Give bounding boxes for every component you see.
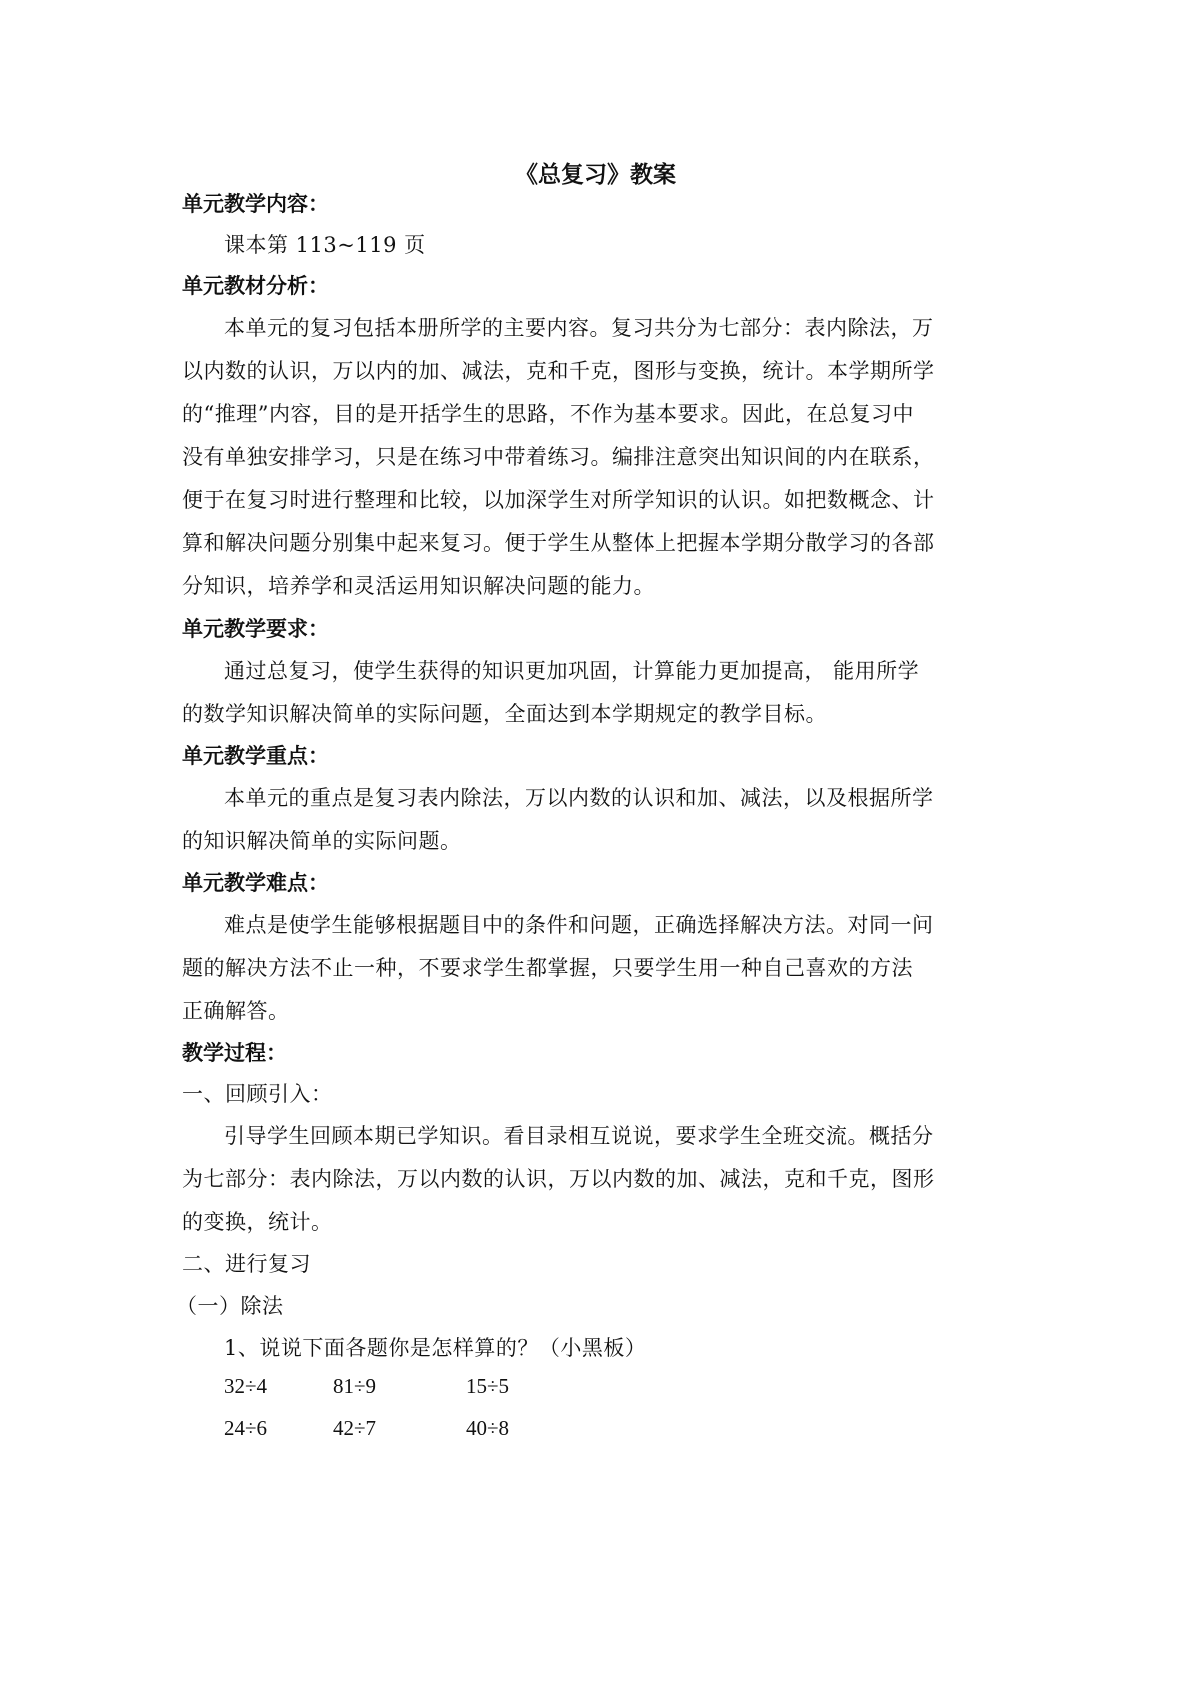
step-heading: 二、进行复习 — [182, 1252, 311, 1276]
calc-item: 42÷7 — [333, 1416, 377, 1440]
heading-process: 教学过程： — [182, 1041, 287, 1065]
paragraph-line: 没有单独安排学习，只是在练习中带着练习。编排注意突出知识间的内在联系， — [182, 445, 935, 469]
paragraph-line: 引导学生回顾本期已学知识。看目录相互说说，要求学生全班交流。概括分 — [224, 1124, 934, 1148]
heading-requirements: 单元教学要求： — [182, 617, 329, 641]
heading-content: 单元教学内容： — [182, 192, 329, 216]
paragraph-line: 本单元的复习包括本册所学的主要内容。复习共分为七部分：表内除法，万 — [224, 316, 934, 340]
calc-item: 15÷5 — [466, 1374, 510, 1398]
paragraph-line: 通过总复习，使学生获得的知识更加巩固，计算能力更加提高， 能用所学 — [224, 659, 920, 683]
heading-difficulties: 单元教学难点： — [182, 871, 329, 895]
calc-item: 40÷8 — [466, 1416, 510, 1440]
heading-key-points: 单元教学重点： — [182, 744, 329, 768]
paragraph-line: 的“推理”内容，目的是开括学生的思路，不作为基本要求。因此，在总复习中 — [182, 402, 914, 426]
paragraph-line: 便于在复习时进行整理和比较，以加深学生对所学知识的认识。如把数概念、计 — [182, 488, 935, 512]
calc-item: 81÷9 — [333, 1374, 377, 1398]
paragraph-line: 的数学知识解决简单的实际问题，全面达到本学期规定的教学目标。 — [182, 702, 827, 726]
content-line: 课本第 113~119 页 — [224, 233, 426, 257]
question-line: 1、说说下面各题你是怎样算的？（小黑板） — [224, 1336, 647, 1360]
paragraph-line: 的变换，统计。 — [182, 1210, 333, 1234]
subsection-heading: （一）除法 — [176, 1294, 284, 1318]
heading-analysis: 单元教材分析： — [182, 274, 329, 298]
paragraph-line: 题的解决方法不止一种，不要求学生都掌握，只要学生用一种自己喜欢的方法 — [182, 956, 913, 980]
paragraph-line: 正确解答。 — [182, 999, 290, 1023]
paragraph-line: 的知识解决简单的实际问题。 — [182, 829, 462, 853]
calc-item: 24÷6 — [224, 1416, 268, 1440]
paragraph-line: 分知识，培养学和灵活运用知识解决问题的能力。 — [182, 574, 655, 598]
paragraph-line: 算和解决问题分别集中起来复习。便于学生从整体上把握本学期分散学习的各部 — [182, 531, 935, 555]
paragraph-line: 以内数的认识，万以内的加、减法，克和千克，图形与变换，统计。本学期所学 — [182, 359, 935, 383]
paragraph-line: 本单元的重点是复习表内除法，万以内数的认识和加、减法，以及根据所学 — [224, 786, 934, 810]
page-title: 《总复习》教案 — [515, 162, 676, 188]
paragraph-line: 为七部分：表内除法，万以内数的认识，万以内数的加、减法，克和千克，图形 — [182, 1167, 935, 1191]
calc-item: 32÷4 — [224, 1374, 268, 1398]
paragraph-line: 难点是使学生能够根据题目中的条件和问题，正确选择解决方法。对同一问 — [224, 913, 934, 937]
step-heading: 一、回顾引入： — [182, 1082, 333, 1106]
